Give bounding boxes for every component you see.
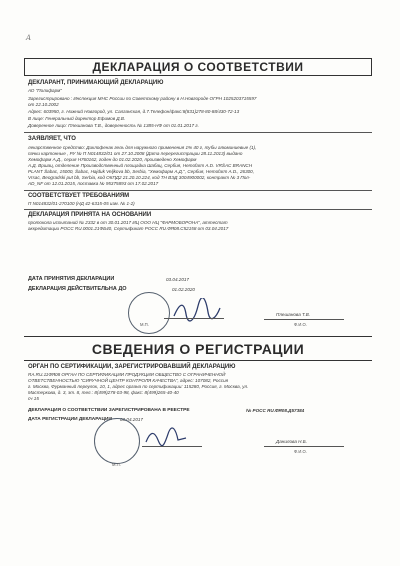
- statement-line: пачки картонные , РУ № П N014832/01 от 27.10.2008 (Дата перерегистрации 28.11.2013) выдано: [28, 151, 243, 156]
- signature-scribble: [172, 298, 222, 324]
- statement-heading: ЗАЯВЛЯЕТ, ЧТО: [28, 136, 76, 142]
- signature-2: [144, 426, 188, 454]
- accepted-date-value: 03.04.2017: [166, 277, 189, 282]
- requirements-line: П N014832/01-270100 (НД 42-6315-05 изм. № 1-2): [28, 201, 135, 206]
- corner-mark: A: [26, 34, 32, 42]
- basis-line: протокола испытаний № 2332 в от 30.01.2017 ИЦ ООО НЦ "ФАРМОБОРОНА", аттестат: [28, 220, 228, 225]
- accepted-date-label: ДАТА ПРИНЯТИЯ ДЕКЛАРАЦИИ: [28, 276, 115, 282]
- name-line: [264, 446, 344, 447]
- statement-line: лекарственное средство: Диклофенак гель для наружного применения 1% 40 г, тубы алюминиевые (1),: [28, 145, 257, 150]
- declaration-title: ДЕКЛАРАЦИЯ О СООТВЕТСТВИИ: [24, 58, 372, 76]
- reg-number-label: ДЕКЛАРАЦИЯ О СООТВЕТСТВИИ ЗАРЕГИСТРИРОВАНА В РЕЕСТРЕ: [28, 408, 190, 413]
- registration-line: ОТВЕТСТВЕННОСТЬЮ "СИРУЧНОЙ ЦЕНТР КОНТРОЛЯ КАЧЕСТВА", адрес: 107082, Россия: [28, 378, 229, 383]
- divider: [24, 132, 372, 133]
- registration-title: СВЕДЕНИЯ О РЕГИСТРАЦИИ: [91, 341, 305, 357]
- stamp-label: М.П.: [112, 462, 121, 467]
- declarant-line: от 22.10.2002: [28, 102, 59, 107]
- registration-line: RA.RU.11ФЯ08 ОРГАН ПО СЕРТИФИКАЦИИ ПРОДУКЦИИ ОБЩЕСТВО С ОГРАНИЧЕННОЙ: [28, 372, 226, 377]
- fio-label: Ф.И.О.: [294, 322, 307, 327]
- fio-label: Ф.И.О.: [294, 449, 307, 454]
- divider: [24, 209, 372, 210]
- statement-line: Vrsac, Beogradski put bb, Serbia, код ОКПД2 21.20.10.224, код ТН ВЭД 3004900002, контракт № 3 Пол-: [28, 175, 251, 180]
- name-line: [264, 319, 344, 320]
- declarant-line: Зарегистрировано : Инспекция МНС России по Советскому району в Н.Новгороде ОГРН 1025203715597: [28, 96, 257, 101]
- reg-date-label: ДАТА РЕГИСТРАЦИИ ДЕКЛАРАЦИИ: [28, 417, 112, 422]
- basis-line: аккредитации РОСС RU.0001.21ФБ40, Сертификат РОСС RU.ФЯ08.С52158 от 03.04.2017: [28, 226, 229, 231]
- requirements-heading: СООТВЕТСТВУЕТ ТРЕБОВАНИЯМ: [28, 193, 130, 199]
- basis-heading: ДЕКЛАРАЦИЯ ПРИНЯТА НА ОСНОВАНИИ: [28, 212, 152, 218]
- registration-heading: ОРГАН ПО СЕРТИФИКАЦИИ, ЗАРЕГИСТРИРОВАВШИЙ ДЕКЛАРАЦИЮ: [28, 364, 236, 370]
- valid-until-label: ДЕКЛАРАЦИЯ ДЕЙСТВИТЕЛЬНА ДО: [28, 286, 127, 292]
- reg-number-value: № РОСС RU.ФЯ08.Д57384: [246, 408, 305, 413]
- statement-line: А.Д. Вршац, отделение Производственный площадка Шабац, Сербия, Hemofarm A.D. VRŠAC BRANCH: [28, 163, 253, 168]
- declarant-heading: ДЕКЛАРАНТ, ПРИНИМАЮЩИЙ ДЕКЛАРАЦИЮ: [28, 80, 164, 86]
- declarant-company: АО "Полифарм": [28, 88, 62, 93]
- divider: [24, 360, 372, 361]
- divider: [24, 336, 372, 337]
- stamp-label: М.П.: [140, 322, 149, 327]
- valid-until-value: 01.02.2020: [172, 287, 195, 292]
- declarant-line: Доверенное лицо: Плешанова Т.В., доверенность № 1385-НФ от 01.01.2017 г.: [28, 123, 199, 128]
- registration-line: г. Москва, Фурманный переулок, 10, 1, адрес органа по сертификации: 115280, Россия, г. Москва, ул.: [28, 384, 249, 389]
- statement-line: AD_NF от 12.01.2015, поставка № 95375893 от 17.02.2017: [28, 181, 159, 186]
- divider: [24, 190, 372, 191]
- declaration-frame: [24, 58, 374, 533]
- signature-line: [164, 318, 224, 319]
- signature-1: [172, 298, 222, 328]
- statement-line: Хемофарм А.Д., серия H760162, годен до 01.02.2020, произведено Хемофарм: [28, 157, 197, 162]
- declarant-line: В лице: Генеральный директор Ефимов Д.В.: [28, 116, 126, 121]
- signatory-name: Данилова Н.Б.: [276, 439, 308, 444]
- declarant-line: Адрес: 603950, г. Нижний Новгород, ул. Салганская, д.7.Телефон/факс:8(831)278-80-88/430-72-13: [28, 109, 240, 114]
- certification-stamp: [94, 418, 140, 464]
- company-stamp: [128, 292, 170, 334]
- reg-date-value: 03.04.2017: [120, 417, 143, 422]
- signatory-name: Плешанова Т.В.: [276, 312, 311, 317]
- registration-line: сч 15: [28, 396, 39, 401]
- signature-line: [142, 446, 202, 447]
- registration-line: Мастеркова, д. 3, эт. 8, тел.: 8(499)278-03-98, факс: 8(499)265-40-40: [28, 390, 179, 395]
- statement-line: PLANT Šabac, 15000, Šabac, Hajduk Veljkova bb, Serbia, "Хемофарм А.Д.", Сербия, Hemofarm A.D., 26300,: [28, 169, 255, 174]
